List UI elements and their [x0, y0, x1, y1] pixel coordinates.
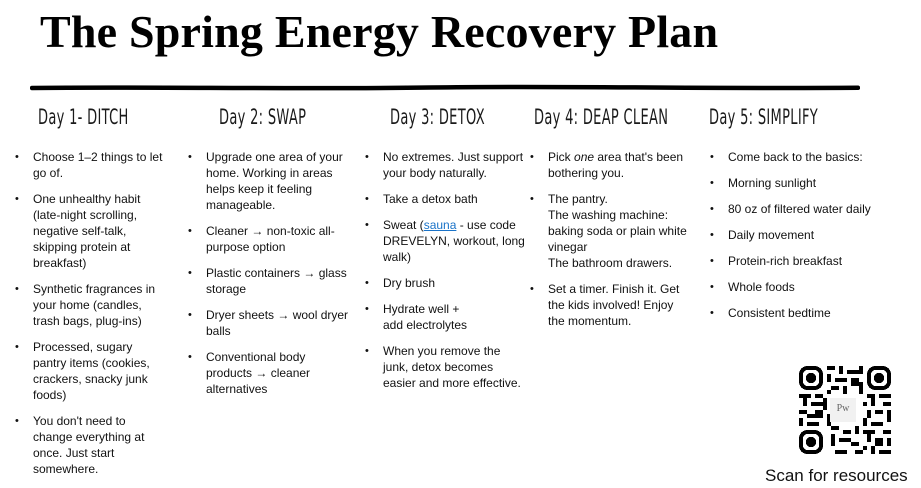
list-item: • Conventional body products → cleaner alternatives	[188, 350, 311, 396]
bullet-icon: •	[710, 255, 714, 267]
page-title: The Spring Energy Recovery Plan	[40, 6, 719, 57]
day-2-heading: Day 2: SWAP	[219, 105, 307, 129]
list-item: • Upgrade one area of your home. Working in areas helps keep it feeling manageable.	[188, 150, 343, 212]
bullet-icon: •	[188, 151, 192, 163]
day-4-column	[530, 149, 700, 339]
list-item: • Processed, sugary pantry items (cookies, crackers, snacky junk foods)	[15, 340, 150, 402]
list-item: • No extremes. Just support your body naturally.	[365, 150, 524, 180]
qr-caption: Scan for resources	[765, 466, 908, 485]
day-2-column	[188, 149, 360, 407]
bullet-icon: •	[530, 193, 534, 205]
bullet-icon: •	[15, 341, 19, 353]
list-item: • Daily movement	[710, 228, 815, 242]
bullet-icon: •	[710, 151, 714, 163]
list-item: • You don't need to change everything at once. Just start somewhere.	[15, 414, 145, 476]
title-divider	[30, 84, 860, 92]
bullet-icon: •	[530, 151, 534, 163]
bullet-icon: •	[710, 203, 714, 215]
day-1-heading: Day 1- DITCH	[38, 105, 129, 129]
bullet-icon: •	[530, 283, 534, 295]
bullet-icon: •	[365, 151, 369, 163]
bullet-icon: •	[15, 151, 19, 163]
list-item: • The pantry. The washing machine: baking soda or plain white vinegar The bathroom drawers.	[530, 192, 687, 270]
bullet-icon: •	[188, 225, 192, 237]
day-1-list	[15, 149, 180, 477]
bullet-icon: •	[188, 309, 192, 321]
list-item: • Come back to the basics:	[710, 150, 863, 164]
list-item: • One unhealthy habit (late-night scrolling, negative self-talk, skipping protein at breakfast)	[15, 192, 141, 270]
qr-logo: Pw	[830, 398, 856, 422]
list-item: • When you remove the junk, detox becomes easier and more effective.	[365, 344, 521, 390]
list-item: • Sweat (sauna - use code DREVELYN, workout, long walk)	[365, 218, 525, 264]
list-item: • Morning sunlight	[710, 176, 817, 190]
bullet-icon: •	[365, 277, 369, 289]
day-3-column	[365, 149, 530, 401]
bullet-icon: •	[710, 281, 714, 293]
day-4-heading: Day 4: DEAP CLEAN	[534, 105, 669, 129]
day-3-list	[365, 149, 530, 391]
list-item: • Consistent bedtime	[710, 306, 831, 320]
list-item: • Set a timer. Finish it. Get the kids involved! Enjoy the momentum.	[530, 282, 680, 328]
bullet-icon: •	[365, 345, 369, 357]
day-1-column	[15, 149, 180, 487]
list-item: • Dry brush	[365, 276, 436, 290]
day-5-column	[710, 149, 910, 331]
list-item: • Protein-rich breakfast	[710, 254, 843, 268]
day-5-heading: Day 5: SIMPLIFY	[709, 105, 819, 129]
day-4-list	[530, 149, 700, 329]
bullet-icon: •	[710, 307, 714, 319]
list-item: • Dryer sheets → wool dryer balls	[188, 308, 349, 338]
bullet-icon: •	[365, 219, 369, 231]
day-5-list	[710, 149, 910, 321]
day-2-list	[188, 149, 360, 397]
list-item: • Synthetic fragrances in your home (candles, trash bags, plug-ins)	[15, 282, 156, 328]
bullet-icon: •	[15, 283, 19, 295]
bullet-icon: •	[15, 193, 19, 205]
list-item: • Take a detox bath	[365, 192, 478, 206]
bullet-icon: •	[188, 351, 192, 363]
list-item: • Hydrate well + add electrolytes	[365, 302, 468, 332]
bullet-icon: •	[710, 229, 714, 241]
list-item: • Pick one area that's been bothering you.	[530, 150, 684, 180]
list-item: • Cleaner → non-toxic all- purpose option	[188, 224, 335, 254]
list-item: • Choose 1–2 things to let go of.	[15, 150, 163, 180]
bullet-icon: •	[710, 177, 714, 189]
bullet-icon: •	[15, 415, 19, 427]
bullet-icon: •	[188, 267, 192, 279]
list-item: • Plastic containers → glass storage	[188, 266, 347, 296]
bullet-icon: •	[365, 303, 369, 315]
list-item: • Whole foods	[710, 280, 795, 294]
list-item: • 80 oz of filtered water daily	[710, 202, 871, 216]
day-3-heading: Day 3: DETOX	[390, 105, 485, 129]
sauna-link[interactable]: sauna	[423, 218, 457, 232]
bullet-icon: •	[365, 193, 369, 205]
